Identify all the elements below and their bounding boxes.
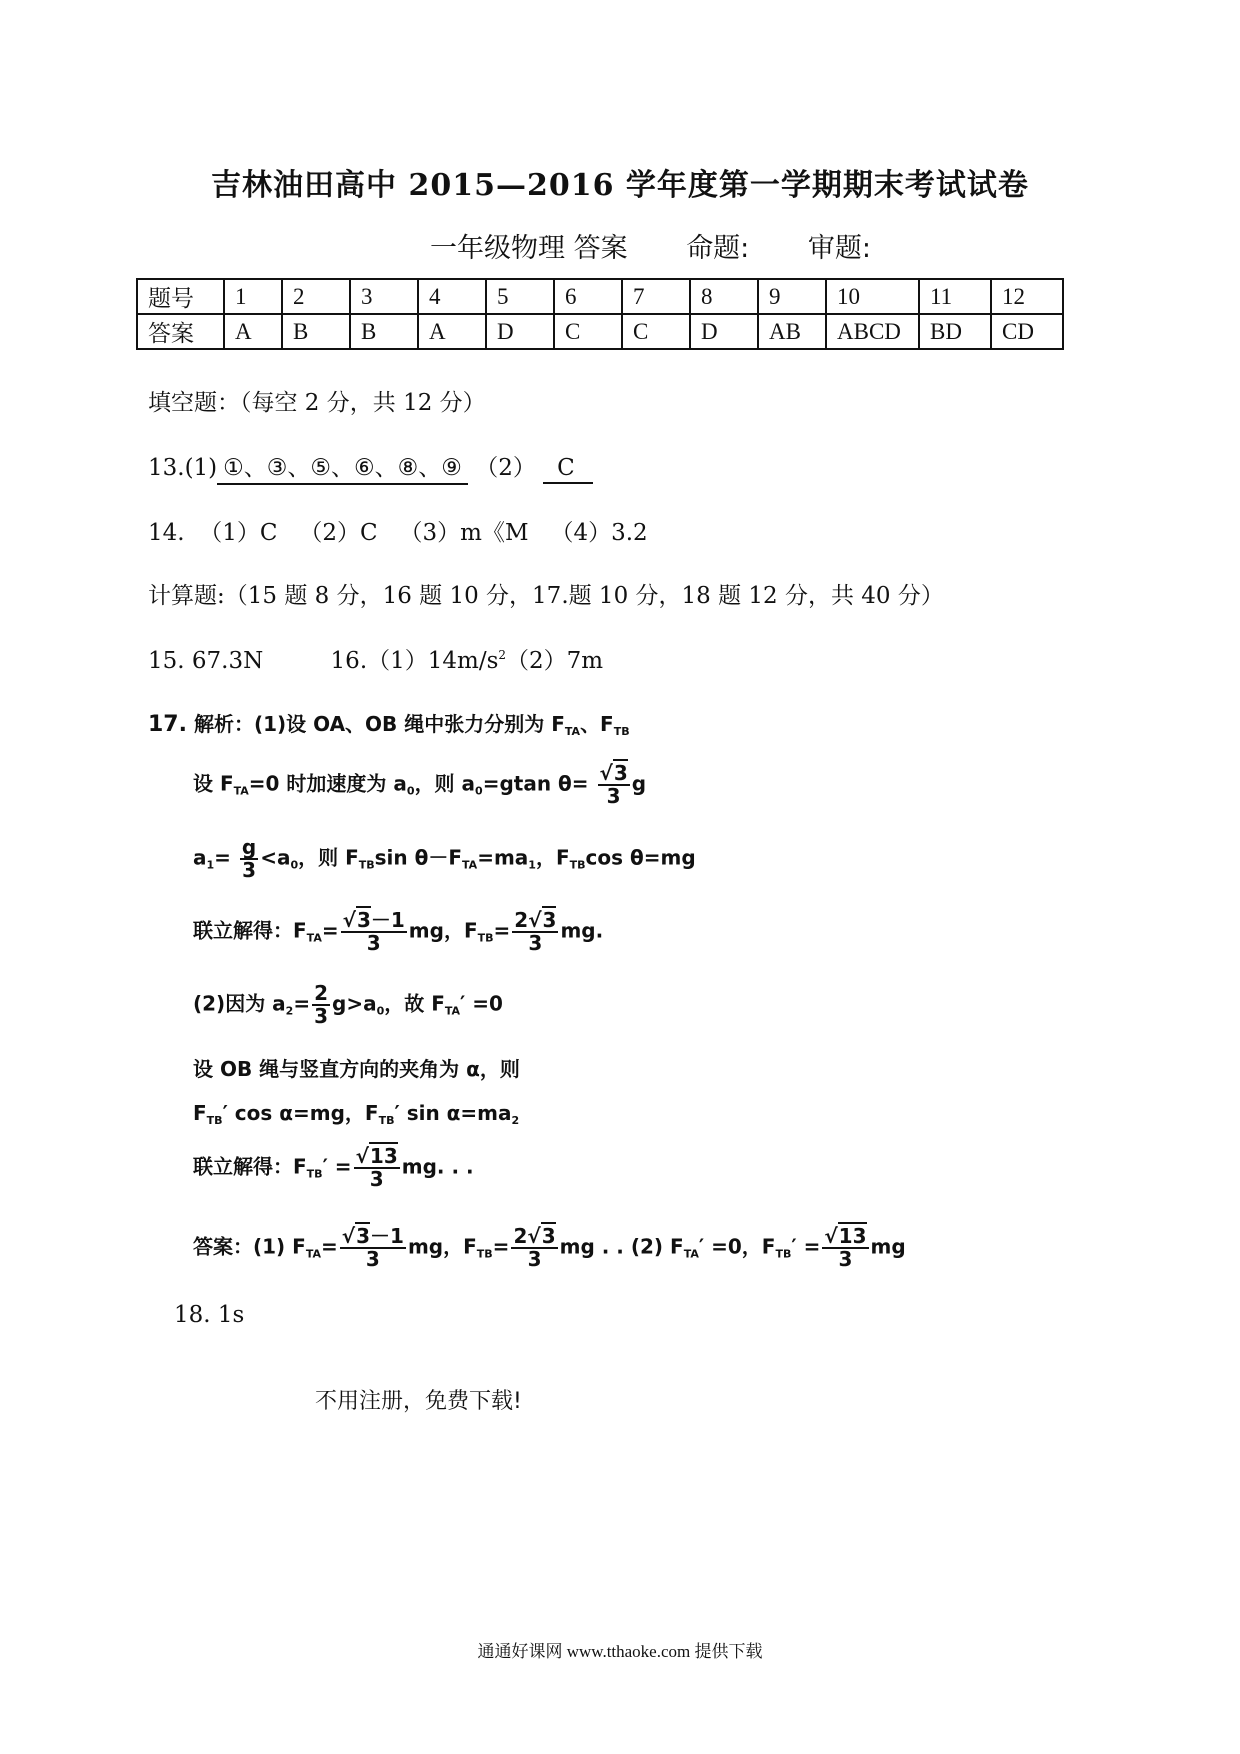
text: g>a (332, 991, 377, 1016)
sub: TB (775, 1247, 792, 1261)
numerator: √13 (824, 1224, 867, 1248)
q17-line-1 (148, 708, 630, 738)
q17-line-8 (193, 1146, 474, 1190)
table-cell: CD (991, 314, 1063, 349)
q17-line-4: 联立解得：$F_{TA}=$ $\frac{√3-1}{3}$ mg，$F_{TB}=$ $\frac{2√3}{3}$ mg. (193, 908, 604, 955)
denominator: 3 (528, 931, 543, 955)
radicand: 3 (542, 908, 557, 932)
radicand: 13 (369, 1144, 398, 1168)
text: mg. (560, 918, 604, 943)
q17-text: 解析：(1)设 OA、OB 绳中张力分别为 F (193, 712, 565, 736)
table-cell: 1 (224, 279, 282, 314)
sub: TA (683, 1247, 699, 1261)
table-cell: D (486, 314, 554, 349)
sub: TB (206, 1114, 223, 1127)
text: =0 时加速度为 a (248, 771, 407, 796)
table-cell: A (418, 314, 486, 349)
q17-number: 17. (148, 712, 187, 737)
q13-line (148, 449, 593, 485)
denominator: 3 (366, 931, 381, 955)
text: 2 (514, 908, 529, 932)
sub: TA (444, 1004, 461, 1018)
table-cell: AB (758, 314, 826, 349)
table-cell: 11 (919, 279, 991, 314)
fraction (341, 910, 407, 954)
sub: 0 (475, 784, 483, 798)
table-cell: ABCD (826, 314, 919, 349)
q13-part2-answer: C (543, 455, 593, 484)
table-cell: 6 (554, 279, 622, 314)
reviewer-label: 审题: (807, 233, 871, 264)
text: 2 (513, 1224, 528, 1248)
denominator: 3 (369, 1167, 384, 1191)
text: ′ cos α=mg，F (222, 1101, 379, 1125)
table-row (137, 314, 1063, 349)
text: ，则 a (414, 771, 476, 796)
radicand: 3 (356, 1224, 371, 1248)
sub: TA (306, 931, 322, 945)
table-cell: B (350, 314, 418, 349)
fraction (598, 763, 630, 807)
fraction (511, 1226, 557, 1270)
q13-part1-answer: ①、③、⑤、⑥、⑧、⑨ (217, 449, 468, 485)
radicand: 13 (838, 1224, 867, 1248)
footer-text: 通通好课网 www.tthaoke.com 提供下载 (477, 1642, 763, 1661)
radicand: 3 (613, 761, 628, 785)
text: mg，F (408, 918, 478, 943)
q16-answer (331, 648, 604, 674)
table-cell: 12 (991, 279, 1063, 314)
table-cell: D (690, 314, 758, 349)
fraction (340, 1226, 406, 1270)
q17-answer-line: 答案：(1) $F_{TA}=$ $\frac{√3-1}{3}$ mg，$F_{TB}=$ $\frac{2√3}{3}$ mg . . (2) $F_{TA}' =0$，$F_{TB}'$ = $\frac{√13}{3}$ mg (193, 1224, 906, 1271)
text: (2)因为 a (193, 991, 286, 1016)
q16-sup: 2 (498, 648, 507, 662)
fraction (312, 983, 330, 1027)
sub: 0 (290, 858, 299, 872)
text: =gtan θ= (482, 771, 589, 796)
text: 答案：(1) F (193, 1234, 306, 1259)
table-cell: BD (919, 314, 991, 349)
numerator: 2√3 (514, 908, 557, 932)
sub: TB (569, 858, 586, 872)
sub: TA (564, 725, 581, 738)
table-cell: A (224, 314, 282, 349)
table-cell: 10 (826, 279, 919, 314)
text: 设 F (193, 771, 234, 796)
fraction (512, 910, 558, 954)
numerator: 2 (314, 981, 328, 1005)
text: F (193, 1101, 207, 1125)
sub: TA (233, 784, 249, 798)
sub: TB (378, 1114, 395, 1127)
numerator: √3－1 (341, 1224, 404, 1248)
numerator: √3－1 (342, 908, 405, 932)
sub: TA (462, 858, 478, 872)
document-title: 吉林油田高中 2015—2016 学年度第一学期期末考试试卷 (211, 168, 1029, 203)
text: mg. . . (401, 1154, 474, 1179)
q18-answer: 18. 1s (174, 1302, 245, 1328)
q16-suffix: （2）7m (506, 648, 604, 674)
denominator: 3 (606, 784, 621, 808)
sub: 0 (406, 784, 415, 798)
numerator: 2√3 (513, 1224, 556, 1248)
q17-line-7 (193, 1097, 519, 1127)
denominator: 3 (314, 1004, 328, 1028)
fraction (354, 1146, 400, 1190)
text: sin θ－F (374, 845, 463, 870)
sub: 1 (528, 858, 536, 872)
radicand: 3 (541, 1224, 556, 1248)
sub: TB (476, 1247, 493, 1261)
text: ′ sin α=ma (394, 1101, 512, 1125)
download-note: 不用注册，免费下载! (315, 1389, 522, 1414)
denominator: 3 (527, 1247, 542, 1271)
q15-q16-line (148, 642, 603, 675)
text: ′ = (791, 1234, 821, 1259)
numerator: g (241, 835, 257, 859)
sub: 2 (285, 1004, 294, 1018)
table-header-cell: 答案 (137, 314, 224, 349)
sub: TA (305, 1247, 321, 1261)
table-cell: 4 (418, 279, 486, 314)
text: 联立解得：F (193, 918, 307, 943)
sub: 0 (376, 1004, 385, 1018)
q17-line-6: 设 OB 绳与竖直方向的夹角为 α，则 (193, 1057, 520, 1081)
table-row (137, 279, 1063, 314)
text: ′ =0，F (698, 1234, 776, 1259)
sub: TB (306, 1167, 323, 1181)
sub: TB (477, 931, 494, 945)
table-cell: 5 (486, 279, 554, 314)
fraction (822, 1226, 868, 1270)
text: －1 (370, 1224, 404, 1248)
text: ，F (535, 845, 570, 870)
denominator: 3 (242, 858, 257, 882)
fraction (240, 837, 258, 881)
text: =ma (477, 845, 529, 870)
table-cell: 9 (758, 279, 826, 314)
text: cos θ=mg (585, 845, 696, 870)
q17-line-5: (2)因为 $a_2=$ $\frac{2}{3}$ $g>a_0$，故 $F_{TA}' =0$ (193, 981, 503, 1028)
q15-answer: 15. 67.3N (148, 648, 264, 674)
denominator: 3 (838, 1247, 853, 1271)
text: g (631, 771, 647, 796)
sub: TB (358, 858, 375, 872)
table-cell: 3 (350, 279, 418, 314)
q13-part2-label: （2） (475, 455, 536, 481)
sub: 2 (511, 1114, 520, 1127)
subject-label: 一年级物理 答案 (430, 233, 628, 264)
table-cell: C (622, 314, 690, 349)
q17-line-2 (193, 763, 646, 807)
text: mg . . (2) F (559, 1234, 684, 1259)
radicand: 3 (356, 908, 371, 932)
text: 、F (580, 712, 614, 736)
sub: TB (613, 725, 630, 738)
text: －1 (370, 908, 405, 932)
text: ，故 F (384, 991, 445, 1016)
text: mg (870, 1234, 906, 1259)
text: a (193, 845, 207, 870)
numerator: √3 (599, 761, 628, 785)
q14-line: 14. （1）C （2）C （3）m《M （4）3.2 (148, 520, 648, 546)
table-cell: 2 (282, 279, 350, 314)
numerator: √13 (355, 1144, 398, 1168)
text: ，则 F (298, 845, 359, 870)
answer-table (136, 278, 1064, 350)
table-cell: 7 (622, 279, 690, 314)
text: ′ =0 (460, 991, 503, 1016)
text: ′ = (322, 1154, 352, 1179)
q13-label: 13.(1) (148, 455, 218, 481)
text: mg，F (407, 1234, 477, 1259)
calc-heading: 计算题:（15 题 8 分，16 题 10 分，17.题 10 分，18 题 12 分，共 40 分） (148, 583, 944, 609)
q17-line-3 (193, 837, 696, 881)
text: = (214, 845, 231, 870)
q16-prefix: 16.（1）14m/s (330, 648, 499, 674)
sub: 1 (206, 858, 215, 872)
denominator: 3 (365, 1247, 380, 1271)
proposer-label: 命题: (686, 233, 750, 264)
text: 联立解得：F (193, 1154, 307, 1179)
fill-in-heading: 填空题：（每空 2 分，共 12 分） (148, 390, 486, 416)
table-cell: 8 (690, 279, 758, 314)
table-header-cell: 题号 (137, 279, 224, 314)
table-cell: C (554, 314, 622, 349)
table-cell: B (282, 314, 350, 349)
subtitle-row (430, 226, 881, 265)
text: <a (260, 845, 291, 870)
